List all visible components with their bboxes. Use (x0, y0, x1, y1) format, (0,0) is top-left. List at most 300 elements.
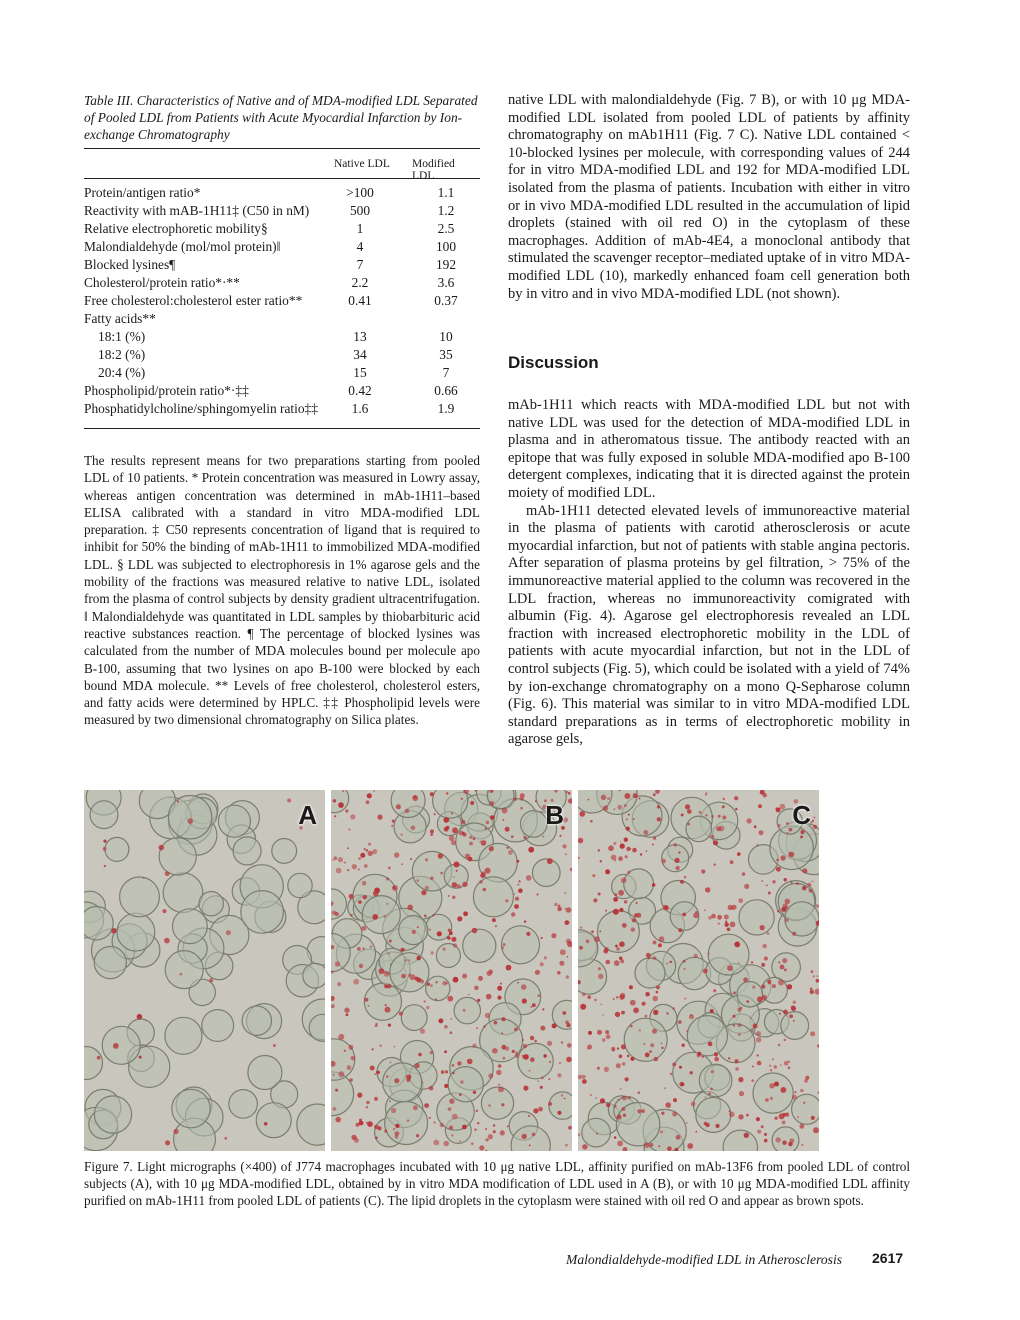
lipid-droplet (430, 984, 433, 987)
table-row (84, 184, 480, 202)
cell (383, 1063, 422, 1102)
lipid-droplet (667, 1146, 672, 1151)
lipid-droplet (664, 1087, 666, 1089)
lipid-droplet (452, 882, 457, 887)
lipid-droplet (687, 809, 692, 814)
lipid-droplet (649, 1050, 652, 1053)
lipid-droplet (705, 814, 707, 816)
table-top-rule (84, 148, 480, 149)
lipid-droplet (370, 1066, 375, 1071)
lipid-droplet (811, 1116, 815, 1120)
lipid-droplet (638, 1091, 641, 1094)
lipid-droplet (498, 1064, 502, 1068)
lipid-droplet (790, 881, 792, 883)
lipid-droplet (769, 1065, 771, 1067)
lipid-droplet (437, 931, 442, 936)
lipid-droplet (523, 1044, 528, 1049)
lipid-droplet (522, 1039, 524, 1041)
table-footnotes: The results represent means for two preparations starting from pooled LDL of 10 patients. * Protein concentration was measured in Lowry assay, whereas antigen concentration was determined in mAb-1H11–based ELISA calibrated with a standard in vitro MDA-modified LDL preparation. ‡ C50 represents concentration of ligand that is required to inhibit for 50% the binding of mAb-1H11 to immobilized MDA-modified LDL. § LDL was subjected to electrophoresis in 1% agarose gels and the mobility of the fractions was measured relative to native LDL, isolated from the plasma of control subjects by density gradient ultracentrifugation. ‖ Malondialdehyde was quantitated in LDL samples by thiobarbituric acid reactive substances reaction. ¶ The percentage of blocked lysines was calculated from the number of MDA molecules bound per molecule apo B-100, assuming that two lysines on apo B-100 were blocked by each bound MDA molecule. ** Levels of free cholesterol, cholesterol esters, and fatty acids were determined by HPLC. ‡‡ Phospholipid levels were measured by two dimensional chromatography on Silica plates. (84, 453, 480, 728)
lipid-droplet (735, 1067, 739, 1071)
lipid-droplet (744, 884, 749, 889)
lipid-droplet (474, 986, 479, 991)
lipid-droplet (778, 1044, 781, 1047)
lipid-droplet (705, 887, 710, 892)
lipid-droplet (273, 1044, 276, 1047)
row-label: Phosphatidylcholine/sphingomyelin ratio‡‡ (84, 401, 318, 416)
lipid-droplet (485, 828, 487, 830)
lipid-droplet (103, 840, 106, 843)
lipid-droplet (386, 903, 388, 905)
lipid-droplet (790, 1138, 795, 1143)
lipid-droplet (617, 1115, 622, 1120)
lipid-droplet (522, 1055, 526, 1059)
lipid-droplet (547, 1041, 552, 1046)
lipid-droplet (445, 982, 447, 984)
lipid-droplet (614, 960, 620, 966)
lipid-droplet (619, 908, 623, 912)
lipid-droplet (506, 965, 512, 971)
lipid-droplet (728, 1057, 730, 1059)
lipid-droplet (608, 845, 614, 851)
lipid-droplet (137, 1014, 143, 1020)
lipid-droplet (699, 811, 702, 814)
lipid-droplet (337, 982, 341, 986)
row-label: Protein/antigen ratio* (84, 185, 201, 200)
cell (635, 958, 665, 988)
lipid-droplet (605, 947, 607, 949)
lipid-droplet (640, 853, 642, 855)
lipid-droplet (564, 908, 566, 910)
cell (94, 1096, 131, 1133)
lipid-droplet (582, 993, 586, 997)
lipid-droplet (526, 932, 530, 936)
lipid-droplet (788, 1066, 791, 1069)
lipid-droplet (501, 1032, 503, 1034)
lipid-droplet (625, 1077, 629, 1081)
lipid-droplet (492, 918, 496, 922)
lipid-droplet (701, 869, 705, 873)
lipid-droplet (564, 1098, 566, 1100)
lipid-droplet (767, 932, 770, 935)
lipid-droplet (532, 1133, 535, 1136)
lipid-droplet (620, 841, 622, 843)
lipid-droplet (567, 1043, 572, 1048)
lipid-droplet (708, 1092, 711, 1095)
lipid-droplet (524, 836, 527, 839)
lipid-droplet (507, 1125, 509, 1127)
lipid-droplet (512, 1050, 515, 1053)
lipid-droplet (407, 1119, 409, 1121)
lipid-droplet (606, 1034, 611, 1039)
lipid-droplet (452, 1114, 458, 1120)
lipid-droplet (425, 886, 429, 890)
lipid-droplet (565, 1020, 569, 1024)
lipid-droplet (756, 1117, 760, 1121)
lipid-droplet (385, 1004, 387, 1006)
lipid-droplet (797, 1116, 799, 1118)
lipid-droplet (565, 1144, 568, 1147)
lipid-droplet (449, 931, 453, 935)
lipid-droplet (469, 836, 472, 839)
lipid-droplet (530, 1006, 532, 1008)
cell (202, 1010, 234, 1042)
lipid-droplet (714, 864, 716, 866)
lipid-droplet (103, 847, 107, 851)
lipid-droplet (788, 852, 794, 858)
lipid-droplet (462, 832, 464, 834)
lipid-droplet (733, 1015, 736, 1018)
lipid-droplet (501, 1103, 504, 1106)
lipid-droplet (802, 868, 807, 873)
lipid-droplet (592, 874, 595, 877)
lipid-droplet (603, 949, 608, 954)
lipid-droplet (782, 958, 787, 963)
lipid-droplet (476, 1110, 479, 1113)
lipid-droplet (435, 981, 437, 983)
lipid-droplet (680, 880, 684, 884)
lipid-droplet (433, 1121, 435, 1123)
lipid-droplet (690, 1071, 693, 1074)
lipid-droplet (729, 1112, 735, 1118)
lipid-droplet (483, 888, 487, 892)
lipid-droplet (617, 805, 622, 810)
row-label: Blocked lysines¶ (84, 257, 176, 272)
lipid-droplet (580, 811, 586, 817)
lipid-droplet (358, 868, 360, 870)
lipid-droplet (459, 1140, 461, 1142)
lipid-droplet (782, 1141, 786, 1145)
lipid-droplet (597, 1030, 602, 1035)
column-header-modified: Modified LDL (412, 158, 455, 182)
lipid-droplet (444, 1084, 448, 1088)
lipid-droplet (657, 817, 661, 821)
lipid-droplet (559, 1062, 561, 1064)
lipid-droplet (209, 978, 213, 982)
lipid-droplet (224, 1137, 227, 1140)
lipid-droplet (548, 1102, 552, 1106)
lipid-droplet (450, 1018, 452, 1020)
lipid-droplet (416, 1134, 419, 1137)
lipid-droplet (606, 1103, 610, 1107)
lipid-droplet (541, 1077, 544, 1080)
lipid-droplet (416, 978, 421, 983)
lipid-droplet (690, 1014, 692, 1016)
table-row (84, 274, 480, 292)
lipid-droplet (815, 904, 819, 908)
lipid-droplet (634, 913, 638, 917)
lipid-droplet (537, 994, 540, 997)
lipid-droplet (715, 1124, 719, 1128)
lipid-droplet (404, 959, 407, 962)
lipid-droplet (781, 907, 786, 912)
lipid-droplet (374, 1097, 378, 1101)
lipid-droplet (501, 1045, 506, 1050)
cell (699, 1064, 732, 1097)
lipid-droplet (551, 933, 556, 938)
cell (385, 1102, 428, 1145)
lipid-droplet (624, 804, 627, 807)
lipid-droplet (565, 920, 570, 925)
lipid-droplet (520, 793, 525, 798)
lipid-droplet (606, 960, 611, 965)
lipid-droplet (761, 880, 763, 882)
lipid-droplet (447, 936, 451, 940)
lipid-droplet (621, 1044, 626, 1049)
lipid-droplet (518, 888, 523, 893)
lipid-droplet (738, 962, 740, 964)
lipid-droplet (342, 790, 344, 792)
lipid-droplet (665, 1102, 671, 1108)
cell (229, 1090, 258, 1119)
lipid-droplet (430, 1051, 433, 1054)
lipid-droplet (672, 1007, 674, 1009)
lipid-droplet (396, 804, 401, 809)
lipid-droplet (379, 1045, 382, 1048)
running-title: Malondialdehyde-modified LDL in Atherosclerosis (566, 1252, 843, 1267)
lipid-droplet (457, 1061, 461, 1065)
lipid-droplet (496, 1070, 501, 1075)
lipid-droplet (682, 913, 686, 917)
lipid-droplet (622, 1062, 626, 1066)
lipid-droplet (694, 954, 698, 958)
lipid-droplet (453, 943, 457, 947)
lipid-droplet (332, 1107, 336, 1111)
lipid-droplet (463, 911, 468, 916)
lipid-droplet (761, 1125, 764, 1128)
cell (785, 902, 819, 936)
row-label: Fatty acids** (84, 311, 156, 326)
cell (233, 837, 261, 865)
lipid-droplet (580, 927, 582, 929)
lipid-droplet (562, 844, 566, 848)
lipid-droplet (772, 1058, 774, 1060)
lipid-droplet (633, 1007, 639, 1013)
lipid-droplet (676, 1135, 681, 1140)
lipid-droplet (410, 974, 416, 980)
lipid-droplet (418, 1053, 422, 1057)
lipid-droplet (500, 983, 502, 985)
lipid-droplet (776, 808, 781, 813)
row-label: 18:2 (%) (98, 347, 146, 362)
cell (448, 1067, 483, 1102)
lipid-droplet (264, 1122, 268, 1126)
lipid-droplet (717, 915, 722, 920)
lipid-droplet (473, 837, 476, 840)
lipid-droplet (492, 1048, 498, 1054)
lipid-droplet (450, 1031, 453, 1034)
lipid-droplet (535, 800, 537, 802)
lipid-droplet (683, 960, 686, 963)
lipid-droplet (766, 884, 768, 886)
cell (737, 982, 763, 1008)
lipid-droplet (724, 915, 729, 920)
lipid-droplet (752, 1066, 754, 1068)
lipid-droplet (477, 1122, 479, 1124)
lipid-droplet (513, 798, 516, 801)
lipid-droplet (605, 869, 610, 874)
lipid-droplet (752, 986, 755, 989)
lipid-droplet (809, 889, 813, 893)
lipid-droplet (517, 982, 519, 984)
lipid-droplet (645, 992, 650, 997)
lipid-droplet (488, 1073, 493, 1078)
lipid-droplet (111, 928, 116, 933)
lipid-droplet (502, 808, 508, 814)
lipid-droplet (389, 940, 392, 943)
lipid-droplet (564, 892, 566, 894)
lipid-droplet (605, 910, 607, 912)
lipid-droplet (751, 961, 753, 963)
lipid-droplet (485, 1013, 490, 1018)
lipid-droplet (598, 967, 601, 970)
lipid-droplet (344, 861, 346, 863)
lipid-droplet (514, 904, 519, 909)
lipid-droplet (708, 1042, 713, 1047)
lipid-droplet (624, 900, 627, 903)
lipid-droplet (710, 1088, 713, 1091)
lipid-droplet (674, 843, 677, 846)
lipid-droplet (565, 853, 567, 855)
lipid-droplet (747, 818, 752, 823)
lipid-droplet (772, 984, 776, 988)
cell (165, 951, 203, 989)
lipid-droplet (675, 866, 679, 870)
cell (454, 997, 480, 1023)
lipid-droplet (503, 819, 505, 821)
lipid-droplet (479, 841, 481, 843)
lipid-droplet (728, 1110, 730, 1112)
lipid-droplet (451, 812, 453, 814)
lipid-droplet (733, 991, 736, 994)
lipid-droplet (451, 1134, 453, 1136)
lipid-droplet (540, 1086, 543, 1089)
cell (303, 963, 325, 988)
lipid-droplet (534, 1040, 537, 1043)
lipid-droplet (384, 971, 390, 977)
lipid-droplet (769, 1083, 774, 1088)
lipid-droplet (653, 941, 657, 945)
lipid-droplet (528, 847, 534, 853)
table-row (84, 364, 480, 382)
lipid-droplet (530, 1036, 534, 1040)
lipid-droplet (349, 894, 354, 899)
lipid-droplet (595, 1097, 597, 1099)
lipid-droplet (449, 1126, 453, 1130)
lipid-droplet (552, 1023, 557, 1028)
lipid-droplet (468, 857, 473, 862)
lipid-droplet (435, 998, 437, 1000)
lipid-droplet (334, 815, 336, 817)
lipid-droplet (421, 1082, 423, 1084)
lipid-droplet (776, 859, 779, 862)
lipid-droplet (613, 909, 619, 915)
lipid-droplet (477, 999, 480, 1002)
lipid-droplet (670, 961, 672, 963)
native-value: 0.41 (348, 293, 372, 308)
lipid-droplet (682, 1044, 685, 1047)
lipid-droplet (392, 820, 395, 823)
lipid-droplet (476, 1027, 478, 1029)
native-value: >100 (346, 185, 374, 200)
lipid-droplet (618, 890, 624, 896)
row-label: 18:1 (%) (98, 329, 146, 344)
lipid-droplet (440, 872, 443, 875)
lipid-droplet (386, 877, 389, 880)
native-value: 15 (353, 365, 367, 380)
lipid-droplet (357, 947, 361, 951)
lipid-droplet (600, 1098, 605, 1103)
lipid-droplet (616, 996, 619, 999)
lipid-droplet (498, 1087, 504, 1093)
lipid-droplet (529, 1145, 531, 1147)
lipid-droplet (599, 930, 601, 932)
lipid-droplet (352, 864, 357, 869)
lipid-droplet (738, 1033, 741, 1036)
lipid-droplet (626, 827, 630, 831)
lipid-droplet (497, 996, 501, 1000)
lipid-droplet (757, 1061, 762, 1066)
lipid-droplet (350, 814, 355, 819)
lipid-droplet (761, 963, 765, 967)
lipid-droplet (431, 951, 434, 954)
lipid-droplet (498, 1084, 500, 1086)
lipid-droplet (582, 1144, 587, 1149)
lipid-droplet (802, 886, 807, 891)
lipid-droplet (566, 939, 571, 944)
lipid-droplet (734, 1059, 738, 1063)
lipid-droplet (702, 1056, 704, 1058)
lipid-droplet (765, 1098, 769, 1102)
lipid-droplet (362, 881, 367, 886)
lipid-droplet (623, 1114, 626, 1117)
lipid-droplet (636, 902, 638, 904)
lipid-droplet (619, 941, 625, 947)
lipid-droplet (393, 1128, 395, 1130)
lipid-droplet (179, 973, 182, 976)
lipid-droplet (557, 1111, 561, 1115)
lipid-droplet (505, 899, 508, 902)
lipid-droplet (735, 808, 737, 810)
lipid-droplet (776, 867, 781, 872)
lipid-droplet (774, 1065, 777, 1068)
lipid-droplet (618, 1099, 620, 1101)
lipid-droplet (686, 1122, 688, 1124)
lipid-droplet (590, 820, 593, 823)
lipid-droplet (614, 893, 617, 896)
lipid-droplet (348, 828, 350, 830)
lipid-droplet (368, 851, 373, 856)
lipid-droplet (779, 804, 785, 810)
lipid-droplet (764, 1139, 768, 1143)
lipid-droplet (444, 827, 449, 832)
lipid-droplet (540, 962, 544, 966)
lipid-droplet (754, 825, 757, 828)
lipid-droplet (588, 799, 590, 801)
lipid-droplet (488, 1134, 493, 1139)
lipid-droplet (508, 850, 513, 855)
cell (159, 838, 196, 875)
lipid-droplet (515, 1051, 518, 1054)
lipid-droplet (429, 1117, 431, 1119)
lipid-droplet (542, 836, 544, 838)
lipid-droplet (791, 1006, 796, 1011)
lipid-droplet (678, 851, 680, 853)
lipid-droplet (354, 1138, 359, 1143)
lipid-droplet (637, 1109, 641, 1113)
lipid-droplet (673, 1098, 677, 1102)
lipid-droplet (372, 914, 378, 920)
lipid-droplet (359, 964, 363, 968)
